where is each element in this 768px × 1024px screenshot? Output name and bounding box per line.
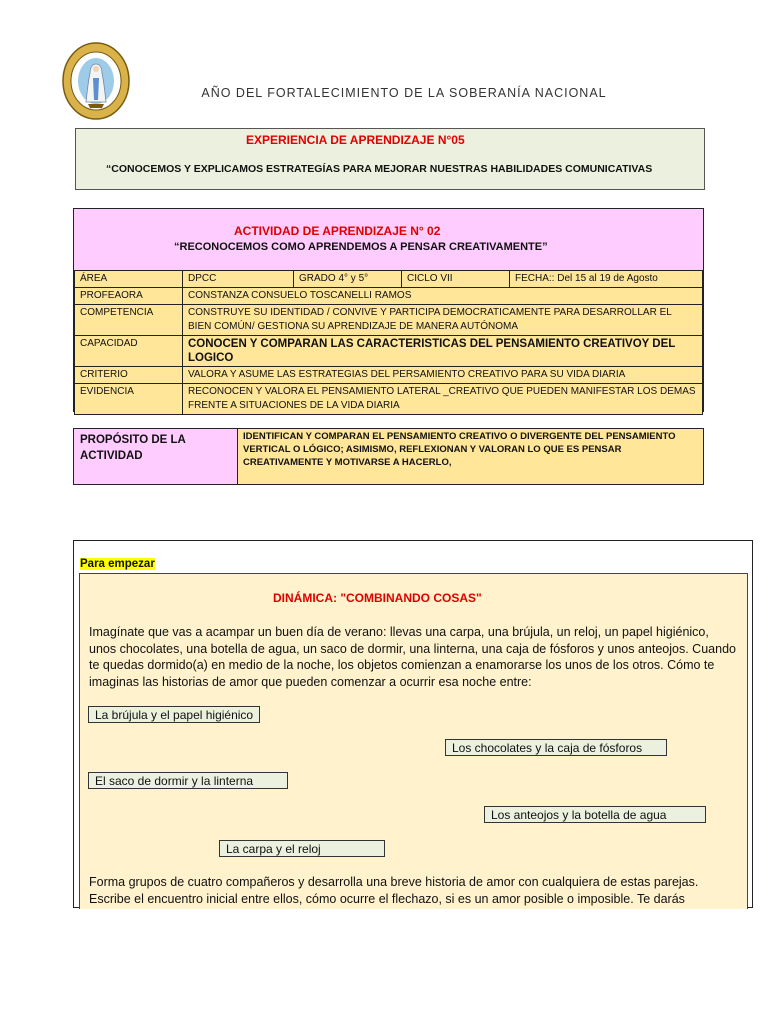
pair-box: La carpa y el reloj — [219, 840, 385, 857]
dynamic-section — [73, 540, 753, 908]
cycle-value: CICLO VII — [402, 271, 510, 288]
purpose-label: PROPÓSITO DE LA ACTIVIDAD — [74, 429, 238, 484]
dynamic-instructions: Forma grupos de cuatro compañeros y desarrolla una breve historia de amor con cualquiera de estas parejas. Escribe el encuentro inicial entre ellos, cómo ocurre el flechazo, si es un amor posible o imposible. Te darás — [89, 875, 699, 906]
criterion-value: VALORA Y ASUME LAS ESTRATEGIAS DEL PERSAMIENTO CREATIVO PARA SU VIDA DIARIA — [183, 367, 703, 384]
experience-subtitle: “CONOCEMOS Y EXPLICAMOS ESTRATEGÍAS PARA MEJORAR NUESTRAS HABILIDADES COMUNICATIVAS — [106, 163, 653, 175]
evidence-label: EVIDENCIA — [75, 384, 183, 415]
table-row — [75, 384, 703, 415]
pair-box: El saco de dormir y la linterna — [88, 772, 288, 789]
start-label: Para empezar — [80, 558, 155, 570]
pair-box: Los chocolates y la caja de fósforos — [445, 739, 667, 756]
area-value: DPCC — [183, 271, 294, 288]
table-row — [75, 271, 703, 288]
pair-box: La brújula y el papel higiénico — [88, 706, 260, 723]
area-label: ÁREA — [75, 271, 183, 288]
teacher-value: CONSTANZA CONSUELO TOSCANELLI RAMOS — [183, 288, 703, 305]
activity-title: ACTIVIDAD DE APRENDIZAJE N° 02 — [234, 224, 441, 238]
grade-value: GRADO 4° y 5° — [294, 271, 402, 288]
capacity-label: CAPACIDAD — [75, 336, 183, 367]
criterion-label: CRITERIO — [75, 367, 183, 384]
pair-box: Los anteojos y la botella de agua — [484, 806, 706, 823]
dynamic-title: DINÁMICA: "COMBINANDO COSAS" — [273, 591, 482, 605]
national-motto: AÑO DEL FORTALECIMIENTO DE LA SOBERANÍA NACIONAL — [201, 86, 607, 100]
competence-label: COMPETENCIA — [75, 305, 183, 336]
dynamic-panel — [79, 573, 748, 909]
purpose-box — [73, 428, 704, 485]
table-row — [75, 288, 703, 305]
competence-value: CONSTRUYE SU IDENTIDAD / CONVIVE Y PARTICIPA DEMOCRATICAMENTE PARA DESARROLLAR EL BIEN COMÚN/ GESTIONA SU APRENDIZAJE DE MANERA AUTÓNOMA — [183, 305, 703, 336]
table-row — [75, 336, 703, 367]
teacher-label: PROFEAORA — [75, 288, 183, 305]
activity-subtitle: “RECONOCEMOS COMO APRENDEMOS A PENSAR CREATIVAMENTE” — [174, 241, 548, 253]
activity-box — [73, 208, 704, 412]
experience-title: EXPERIENCIA DE APRENDIZAJE N°05 — [246, 133, 465, 147]
purpose-text: IDENTIFICAN Y COMPARAN EL PENSAMIENTO CREATIVO O DIVERGENTE DEL PENSAMIENTO VERTICAL O LÓGICO; ASIMISMO, REFLEXIONAN Y VALORAN LO QUE ES PENSAR CREATIVAMENTE Y MOTIVARSE A HACERLO, — [238, 429, 703, 484]
activity-header — [74, 209, 703, 270]
experience-box — [75, 128, 705, 190]
evidence-value: RECONOCEN Y VALORA EL PENSAMIENTO LATERAL _CREATIVO QUE PUEDEN MANIFESTAR LOS DEMAS FRENTE A SITUACIONES DE LA VIDA DIARIA — [183, 384, 703, 415]
activity-info-table — [74, 270, 703, 415]
capacity-value: CONOCEN Y COMPARAN LAS CARACTERISTICAS DEL PENSAMIENTO CREATIVOY DEL LOGICO — [183, 336, 703, 367]
table-row — [75, 305, 703, 336]
dynamic-intro: Imagínate que vas a acampar un buen día de verano: llevas una carpa, una brújula, un reloj, un papel higiénico, unos chocolates, una botella de agua, un saco de dormir, una linterna, una caja de fósforos y unos anteojos. Cuando te quedas dormido(a) en medio de la noche, los objetos comienzan a enamorarse los unos de los otros. Cómo te imaginas las historias de amor que pueden comenzar a ocurrir esa noche entre: — [89, 625, 736, 689]
table-row — [75, 367, 703, 384]
school-seal-logo — [62, 42, 130, 120]
date-value: FECHA:: Del 15 al 19 de Agosto — [510, 271, 703, 288]
